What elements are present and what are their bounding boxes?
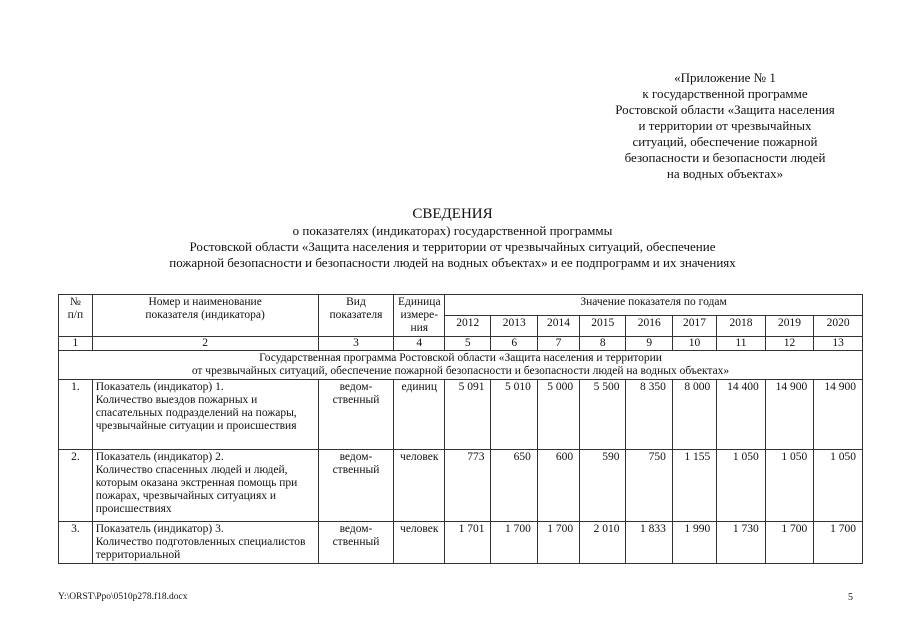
indicator-name: Показатель (индикатор) 2. Количество спасенных людей и людей, которым оказана экстренная помощь при пожарах, чрезвычайных ситуациях и происшествиях <box>92 450 318 522</box>
appendix-line: безопасности и безопасности людей <box>624 150 826 165</box>
column-number: 1 <box>59 337 93 351</box>
header-num: № п/п <box>59 295 93 337</box>
indicator-value: 8 000 <box>672 380 716 450</box>
header-year: 2020 <box>814 316 863 337</box>
table-row <box>59 522 863 564</box>
column-number: 6 <box>491 337 537 351</box>
indicator-value: 1 990 <box>672 522 716 564</box>
indicator-type: ведом- ственный <box>318 450 394 522</box>
indicator-value: 5 091 <box>445 380 491 450</box>
column-number: 7 <box>537 337 579 351</box>
indicator-unit: человек <box>394 450 445 522</box>
indicator-value: 5 010 <box>491 380 537 450</box>
indicator-value: 1 700 <box>814 522 863 564</box>
title-subline: Ростовской области «Защита населения и территории от чрезвычайных ситуаций, обеспечение <box>189 239 716 254</box>
header-year: 2017 <box>672 316 716 337</box>
column-number: 8 <box>580 337 626 351</box>
column-number: 10 <box>672 337 716 351</box>
indicator-value: 14 900 <box>814 380 863 450</box>
indicator-value: 1 050 <box>717 450 766 522</box>
column-number: 13 <box>814 337 863 351</box>
header-year: 2015 <box>580 316 626 337</box>
indicator-unit: человек <box>394 522 445 564</box>
header-name: Номер и наименование показателя (индикатора) <box>92 295 318 337</box>
indicator-name: Показатель (индикатор) 3. Количество подготовленных специалистов территориальной <box>92 522 318 564</box>
indicator-value: 650 <box>491 450 537 522</box>
header-values-group: Значение показателя по годам <box>445 295 863 316</box>
header-unit: Единица измере- ния <box>394 295 445 337</box>
indicators-table <box>58 294 863 564</box>
indicator-value: 1 730 <box>717 522 766 564</box>
indicator-value: 590 <box>580 450 626 522</box>
column-number: 5 <box>445 337 491 351</box>
indicator-value: 1 700 <box>537 522 579 564</box>
indicator-value: 750 <box>626 450 672 522</box>
appendix-line: ситуаций, обеспечение пожарной <box>632 134 818 149</box>
indicator-type: ведом- ственный <box>318 380 394 450</box>
program-title-cell: Государственная программа Ростовской области «Защита населения и территории от чрезвычайных ситуаций, обеспечение пожарной безопасности и безопасности людей на водных объектах» <box>59 351 863 380</box>
indicator-unit: единиц <box>394 380 445 450</box>
indicator-value: 5 000 <box>537 380 579 450</box>
indicator-value: 14 400 <box>717 380 766 450</box>
indicator-value: 1 050 <box>814 450 863 522</box>
row-number: 3. <box>59 522 93 564</box>
header-year: 2014 <box>537 316 579 337</box>
indicator-name: Показатель (индикатор) 1. Количество выездов пожарных и спасательных подразделений на пожары, чрезвычайные ситуации и происшествия <box>92 380 318 450</box>
appendix-line: и территории от чрезвычайных <box>638 118 812 133</box>
row-number: 2. <box>59 450 93 522</box>
indicator-value: 8 350 <box>626 380 672 450</box>
table-row <box>59 450 863 522</box>
header-year: 2012 <box>445 316 491 337</box>
title-heading: СВЕДЕНИЯ <box>412 206 493 222</box>
indicator-value: 1 700 <box>765 522 814 564</box>
header-row <box>59 295 863 316</box>
indicator-value: 5 500 <box>580 380 626 450</box>
appendix-line: Ростовской области «Защита населения <box>615 102 835 117</box>
header-year: 2018 <box>717 316 766 337</box>
title-subline: пожарной безопасности и безопасности людей на водных объектах» и ее подпрограмм и их значениях <box>169 255 736 270</box>
column-number: 11 <box>717 337 766 351</box>
header-year: 2013 <box>491 316 537 337</box>
indicator-value: 1 050 <box>765 450 814 522</box>
table-row <box>59 380 863 450</box>
column-number: 3 <box>318 337 394 351</box>
appendix-line: на водных объектах» <box>666 166 784 181</box>
document-title <box>0 205 905 271</box>
indicator-value: 1 833 <box>626 522 672 564</box>
row-number: 1. <box>59 380 93 450</box>
appendix-line: к государственной программе <box>642 86 808 101</box>
indicator-value: 773 <box>445 450 491 522</box>
title-subline: о показателях (индикаторах) государственной программы <box>292 223 613 238</box>
column-number: 12 <box>765 337 814 351</box>
indicator-value: 2 010 <box>580 522 626 564</box>
column-number: 4 <box>394 337 445 351</box>
indicator-value: 600 <box>537 450 579 522</box>
column-numbers-row <box>59 337 863 351</box>
page-number: 5 <box>848 592 853 603</box>
appendix-line: «Приложение № 1 <box>674 70 776 85</box>
column-number: 2 <box>92 337 318 351</box>
header-type: Вид показателя <box>318 295 394 337</box>
header-year: 2019 <box>765 316 814 337</box>
file-path: Y:\ORST\Ppo\0510p278.f18.docx <box>58 592 188 602</box>
indicator-value: 1 701 <box>445 522 491 564</box>
indicator-value: 14 900 <box>765 380 814 450</box>
program-row <box>59 351 863 380</box>
indicator-value: 1 155 <box>672 450 716 522</box>
header-year: 2016 <box>626 316 672 337</box>
appendix-note <box>560 70 890 182</box>
column-number: 9 <box>626 337 672 351</box>
indicator-value: 1 700 <box>491 522 537 564</box>
indicator-type: ведом- ственный <box>318 522 394 564</box>
